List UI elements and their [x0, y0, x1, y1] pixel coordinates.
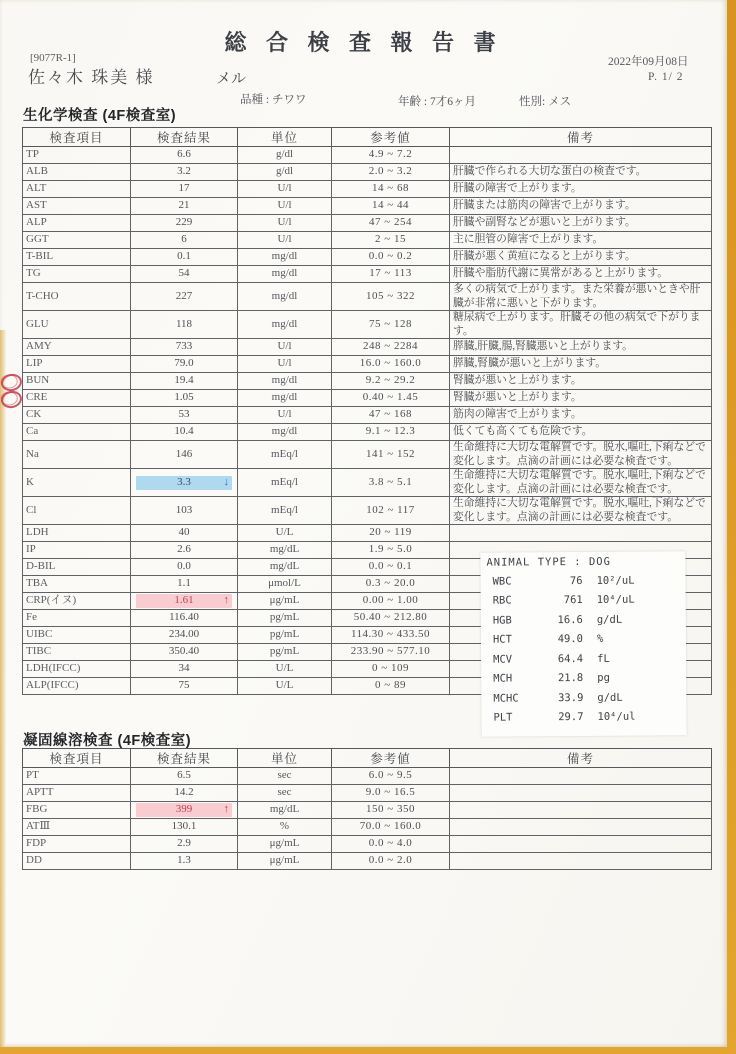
cell-reference-range: 0 ~ 109	[332, 661, 450, 678]
cbc-slip-row	[485, 629, 686, 650]
table-row	[23, 525, 712, 542]
cbc-param-unit: g/dL	[596, 613, 623, 626]
cell-reference-range: 9.1 ~ 12.3	[332, 424, 450, 441]
cell-reference-range: 3.8 ~ 5.1	[332, 469, 450, 497]
cell-remark: 生命維持に大切な電解質です。脱水,嘔吐,下痢などで変化します。点滴の計画には必要な検査です。	[450, 497, 712, 525]
cell-test-result: 227	[131, 283, 238, 311]
cell-reference-range: 17 ~ 113	[332, 266, 450, 283]
cell-unit: U/l	[238, 198, 332, 215]
low-arrow-icon: ↓	[223, 475, 229, 488]
cell-test-item: PT	[23, 768, 131, 785]
coag-table	[22, 748, 712, 870]
cell-reference-range: 14 ~ 44	[332, 198, 450, 215]
cell-test-item: LIP	[23, 356, 131, 373]
cell-test-item: DD	[23, 853, 131, 870]
cell-remark	[450, 147, 712, 164]
column-header: 備考	[450, 749, 712, 768]
cell-remark	[450, 768, 712, 785]
cbc-param-unit: g/dL	[597, 691, 623, 704]
cell-remark: 糖尿病で上がります。肝臓その他の病気で下がります。	[450, 311, 712, 339]
table-row	[23, 819, 712, 836]
column-header: 検査結果	[131, 128, 238, 147]
table-row	[23, 249, 712, 266]
cell-unit: mg/dl	[238, 390, 332, 407]
cell-remark: 膵臓,肝臓,腸,腎臓悪いと上がります。	[450, 339, 712, 356]
cell-unit: μmol/L	[238, 576, 332, 593]
cell-reference-range: 248 ~ 2284	[332, 339, 450, 356]
cell-reference-range: 4.9 ~ 7.2	[332, 147, 450, 164]
cbc-param-value: 64.4	[557, 652, 584, 665]
table-row	[23, 836, 712, 853]
cell-test-result: 118	[131, 311, 238, 339]
cell-test-item: TBA	[23, 576, 131, 593]
cell-unit: mg/dl	[238, 283, 332, 311]
cell-remark: 肝臓や副腎などが悪いと上がります。	[450, 215, 712, 232]
table-header-row	[23, 749, 712, 768]
cell-test-result: 6	[131, 232, 238, 249]
column-header: 検査結果	[131, 749, 238, 768]
table-row	[23, 164, 712, 181]
cell-remark: 多くの病気で上がります。また栄養が悪いときや肝臓が非常に悪いと下がります。	[450, 283, 712, 311]
cell-test-item: AMY	[23, 339, 131, 356]
column-header: 検査項目	[23, 128, 131, 147]
cell-test-result: 229	[131, 215, 238, 232]
cell-test-item: CRP(イヌ)	[23, 593, 131, 610]
cell-test-item: LDH(IFCC)	[23, 661, 131, 678]
cell-test-item: TG	[23, 266, 131, 283]
cbc-param-value: 76	[569, 574, 583, 587]
cell-test-result: 53	[131, 407, 238, 424]
cell-reference-range: 0.3 ~ 20.0	[332, 576, 450, 593]
table-row	[23, 497, 712, 525]
cell-unit: U/l	[238, 215, 332, 232]
cbc-param-label: HCT	[492, 633, 512, 646]
cell-reference-range: 1.9 ~ 5.0	[332, 542, 450, 559]
cell-remark: 肝臓が悪く黄疸になると上がります。	[450, 249, 712, 266]
cell-test-result: 0.1	[131, 249, 238, 266]
cell-unit: g/dl	[238, 147, 332, 164]
cell-reference-range: 105 ~ 322	[332, 283, 450, 311]
cell-unit: mg/dl	[238, 266, 332, 283]
cell-test-item: GGT	[23, 232, 131, 249]
cell-reference-range: 47 ~ 168	[332, 407, 450, 424]
cell-reference-range: 0.40 ~ 1.45	[332, 390, 450, 407]
cell-unit: μg/mL	[238, 836, 332, 853]
cell-test-result: 6.5	[131, 768, 238, 785]
cell-unit: mg/dL	[238, 802, 332, 819]
cell-test-result: 2.9	[131, 836, 238, 853]
cell-remark: 肝臓の障害で上がります。	[450, 181, 712, 198]
cell-unit: pg/mL	[238, 610, 332, 627]
cell-unit: mEq/l	[238, 469, 332, 497]
cell-test-item: D-BIL	[23, 559, 131, 576]
cell-test-item: T-CHO	[23, 283, 131, 311]
cell-remark	[450, 819, 712, 836]
cell-unit: U/l	[238, 356, 332, 373]
cell-reference-range: 47 ~ 254	[332, 215, 450, 232]
cell-remark: 腎臓が悪いと上がります。	[450, 390, 712, 407]
cell-unit: mg/dl	[238, 373, 332, 390]
cell-test-item: LDH	[23, 525, 131, 542]
cell-test-item: AST	[23, 198, 131, 215]
table-row	[23, 283, 712, 311]
cbc-param-value: 33.9	[558, 691, 584, 704]
cbc-slip-row	[485, 648, 686, 669]
cbc-slip-row	[485, 609, 686, 630]
cell-unit: U/L	[238, 661, 332, 678]
cell-reference-range: 233.90 ~ 577.10	[332, 644, 450, 661]
cbc-param-label: WBC	[492, 575, 512, 588]
high-arrow-icon: ↑	[223, 594, 229, 606]
cell-unit: U/l	[238, 181, 332, 198]
column-header: 単位	[238, 749, 332, 768]
cbc-param-label: RBC	[492, 594, 512, 607]
cell-reference-range: 14 ~ 68	[332, 181, 450, 198]
cell-unit: sec	[238, 785, 332, 802]
cell-reference-range: 114.30 ~ 433.50	[332, 627, 450, 644]
cell-reference-range: 9.2 ~ 29.2	[332, 373, 450, 390]
cell-reference-range: 20 ~ 119	[332, 525, 450, 542]
cell-reference-range: 102 ~ 117	[332, 497, 450, 525]
cell-reference-range: 16.0 ~ 160.0	[332, 356, 450, 373]
cbc-slip-rows	[484, 570, 686, 727]
cell-unit: pg/mL	[238, 644, 332, 661]
column-header: 単位	[238, 128, 332, 147]
cell-test-result: 234.00	[131, 627, 238, 644]
cell-test-result: 34	[131, 661, 238, 678]
table-row	[23, 356, 712, 373]
cell-test-result: 1.1	[131, 576, 238, 593]
cell-test-result: 79.0	[131, 356, 238, 373]
cbc-result-slip	[480, 551, 686, 736]
cell-test-result: 10.4	[131, 424, 238, 441]
table-row	[23, 441, 712, 469]
cell-test-item: ALP(IFCC)	[23, 678, 131, 695]
cell-unit: U/l	[238, 232, 332, 249]
cell-reference-range: 0.00 ~ 1.00	[332, 593, 450, 610]
table-header-row	[23, 128, 712, 147]
cell-unit: mg/dL	[238, 559, 332, 576]
pet-name: メル	[216, 71, 247, 87]
cbc-param-value: 16.6	[557, 613, 583, 626]
cbc-param-label: MCV	[493, 653, 513, 666]
cell-reference-range: 0.0 ~ 4.0	[332, 836, 450, 853]
cell-test-result: 21	[131, 198, 238, 215]
cell-remark	[450, 785, 712, 802]
column-header: 検査項目	[23, 749, 131, 768]
cell-remark: 生命維持に大切な電解質です。脱水,嘔吐,下痢などで変化します。点滴の計画には必要な検査です。	[450, 469, 712, 497]
cell-test-item: FDP	[23, 836, 131, 853]
cbc-param-value: 761	[563, 594, 583, 607]
cell-test-result: 6.6	[131, 147, 238, 164]
owner-name: 佐々木 珠美 様	[28, 68, 155, 87]
table-row	[23, 424, 712, 441]
document-id: [9077R-1]	[30, 52, 76, 64]
cell-remark: 低くても高くても危険です。	[450, 424, 712, 441]
table-row	[23, 266, 712, 283]
cell-reference-range: 75 ~ 128	[332, 311, 450, 339]
cell-test-item: ALP	[23, 215, 131, 232]
cbc-param-unit: 10⁴/uL	[596, 593, 635, 607]
table-row	[23, 198, 712, 215]
cbc-slip-row	[485, 590, 686, 611]
cell-test-result: 40	[131, 525, 238, 542]
cell-reference-range: 2 ~ 15	[332, 232, 450, 249]
table-row	[23, 181, 712, 198]
table-row	[23, 311, 712, 339]
table-row	[23, 215, 712, 232]
table-row	[23, 373, 712, 390]
cell-test-item: CRE	[23, 390, 131, 407]
cell-test-result: 733	[131, 339, 238, 356]
table-row	[23, 407, 712, 424]
cell-unit: U/l	[238, 339, 332, 356]
cell-remark: 筋肉の障害で上がります。	[450, 407, 712, 424]
cell-unit: %	[238, 819, 332, 836]
cell-test-result: 3.3 ↓	[131, 469, 238, 497]
cbc-param-label: PLT	[493, 711, 513, 724]
high-arrow-icon: ↑	[223, 803, 229, 815]
cell-test-item: FBG	[23, 802, 131, 819]
cbc-param-unit: 10²/uL	[596, 574, 635, 587]
page-indicator: P. 1/ 2	[648, 71, 684, 83]
cell-test-result: 14.2	[131, 785, 238, 802]
cell-remark	[450, 836, 712, 853]
cell-test-item: Ca	[23, 424, 131, 441]
cell-unit: mg/dl	[238, 424, 332, 441]
table-row	[23, 232, 712, 249]
table-row	[23, 853, 712, 870]
cell-unit: mg/dl	[238, 311, 332, 339]
cell-test-item: Fe	[23, 610, 131, 627]
cbc-slip-animal-type: ANIMAL TYPE : DOG	[486, 555, 611, 569]
table-row	[23, 469, 712, 497]
cell-test-item: Cl	[23, 497, 131, 525]
table-row	[23, 768, 712, 785]
cbc-param-unit: fL	[597, 652, 610, 665]
cell-remark: 肝臓や脂肪代謝に異常があると上がります。	[450, 266, 712, 283]
cell-test-result: 1.05	[131, 390, 238, 407]
cbc-param-unit: %	[596, 633, 604, 646]
cell-test-item: ALB	[23, 164, 131, 181]
cell-test-item: TIBC	[23, 644, 131, 661]
report-title: 総 合 検 査 報 告 書	[224, 30, 503, 55]
cell-test-item: GLU	[23, 311, 131, 339]
table-row	[23, 785, 712, 802]
cell-unit: μg/mL	[238, 853, 332, 870]
cell-unit: g/dl	[238, 164, 332, 181]
cell-remark: 主に胆管の障害で上がります。	[450, 232, 712, 249]
cell-remark: 生命維持に大切な電解質です。脱水,嘔吐,下痢などで変化します。点滴の計画には必要な検査です。	[450, 441, 712, 469]
cell-test-item: CK	[23, 407, 131, 424]
cell-reference-range: 0 ~ 89	[332, 678, 450, 695]
cell-test-item: UIBC	[23, 627, 131, 644]
cell-remark: 腎臓が悪いと上がります。	[450, 373, 712, 390]
cell-unit: μg/mL	[238, 593, 332, 610]
paper-left-edge	[0, 330, 6, 1047]
cell-test-item: ALT	[23, 181, 131, 198]
cbc-param-value: 29.7	[558, 711, 584, 724]
cell-test-result: 54	[131, 266, 238, 283]
cbc-param-value: 21.8	[557, 672, 584, 685]
cell-test-result: 1.61 ↑	[131, 593, 238, 610]
sex-label: 性別: メス	[519, 96, 572, 108]
cell-test-result: 3.2	[131, 164, 238, 181]
cell-reference-range: 50.40 ~ 212.80	[332, 610, 450, 627]
cell-test-item: ATⅢ	[23, 819, 131, 836]
cell-reference-range: 0.0 ~ 0.1	[332, 559, 450, 576]
cell-reference-range: 2.0 ~ 3.2	[332, 164, 450, 181]
cell-test-result: 350.40	[131, 644, 238, 661]
cell-unit: mEq/l	[238, 497, 332, 525]
cell-test-result: 17	[131, 181, 238, 198]
table-row	[23, 147, 712, 164]
cell-test-result: 75	[131, 678, 238, 695]
table-row	[23, 802, 712, 819]
cell-reference-range: 150 ~ 350	[332, 802, 450, 819]
cell-remark: 肝臓または筋肉の障害で上がります。	[450, 198, 712, 215]
cell-unit: U/L	[238, 678, 332, 695]
section-title-biochem: 生化学検査 (4F検査室)	[23, 108, 177, 124]
cbc-param-label: HGB	[492, 614, 512, 627]
cell-reference-range: 0.0 ~ 0.2	[332, 249, 450, 266]
cell-unit: U/l	[238, 407, 332, 424]
cell-test-result: 116.40	[131, 610, 238, 627]
cell-test-result: 103	[131, 497, 238, 525]
cell-reference-range: 0.0 ~ 2.0	[332, 853, 450, 870]
cbc-param-unit: 10⁴/ul	[597, 710, 636, 724]
cell-remark: 膵臓,腎臓が悪いと上がります。	[450, 356, 712, 373]
cbc-slip-row	[485, 668, 686, 689]
cell-test-result: 130.1	[131, 819, 238, 836]
cell-reference-range: 70.0 ~ 160.0	[332, 819, 450, 836]
cell-test-result: 0.0	[131, 559, 238, 576]
cell-test-item: T-BIL	[23, 249, 131, 266]
cell-test-item: IP	[23, 542, 131, 559]
cbc-param-unit: pg	[597, 672, 610, 685]
cell-remark	[450, 853, 712, 870]
cbc-slip-row	[485, 687, 686, 708]
cell-unit: mg/dL	[238, 542, 332, 559]
cell-reference-range: 141 ~ 152	[332, 441, 450, 469]
cell-unit: U/L	[238, 525, 332, 542]
cell-reference-range: 6.0 ~ 9.5	[332, 768, 450, 785]
cell-remark	[450, 802, 712, 819]
cbc-slip-row	[484, 570, 685, 591]
cell-unit: sec	[238, 768, 332, 785]
report-date: 2022年09月08日	[608, 56, 689, 68]
column-header: 参考値	[332, 128, 450, 147]
cell-unit: mg/dl	[238, 249, 332, 266]
column-header: 参考値	[332, 749, 450, 768]
section-title-coag: 凝固線溶検査 (4F検査室)	[23, 733, 192, 749]
column-header: 備考	[450, 128, 712, 147]
cell-remark: 肝臓で作られる大切な蛋白の検査です。	[450, 164, 712, 181]
breed-label: 品種 : チワワ	[240, 94, 307, 106]
cell-test-result: 146	[131, 441, 238, 469]
cell-test-result: 399 ↑	[131, 802, 238, 819]
cell-test-item: BUN	[23, 373, 131, 390]
cell-unit: pg/mL	[238, 627, 332, 644]
cbc-param-label: MCH	[493, 672, 513, 685]
table-row	[23, 339, 712, 356]
cbc-param-value: 49.0	[557, 633, 584, 646]
cell-reference-range: 9.0 ~ 16.5	[332, 785, 450, 802]
cell-test-result: 1.3	[131, 853, 238, 870]
cell-test-item: APTT	[23, 785, 131, 802]
cell-test-item: Na	[23, 441, 131, 469]
cell-unit: mEq/l	[238, 441, 332, 469]
cell-test-item: TP	[23, 147, 131, 164]
cell-test-item: K	[23, 469, 131, 497]
cell-remark	[450, 525, 712, 542]
cell-test-result: 2.6	[131, 542, 238, 559]
age-label: 年齢 : 7才6ヶ月	[398, 96, 476, 108]
cbc-slip-row	[485, 707, 686, 728]
table-row	[23, 390, 712, 407]
cbc-param-label: MCHC	[493, 692, 519, 705]
cell-test-result: 19.4	[131, 373, 238, 390]
